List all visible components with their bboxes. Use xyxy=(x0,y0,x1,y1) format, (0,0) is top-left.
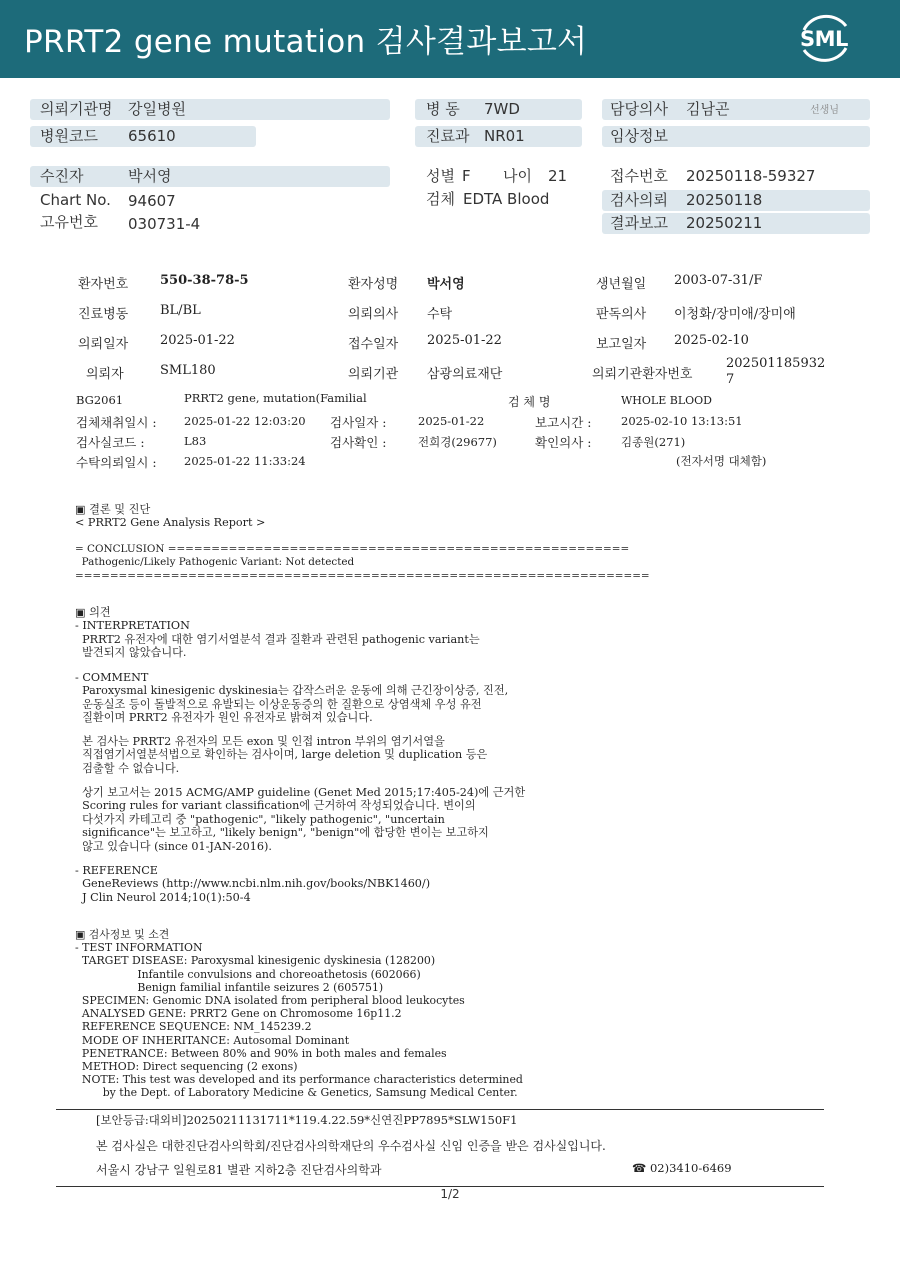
section-interpretation: ▣ 의견 - INTERPRETATION PRRT2 유전자에 대한 염기서열분석 결과 질환과 관련된 pathogenic variant는 발견되지 않았습니다. xyxy=(75,606,480,660)
label-chart-no: Chart No. xyxy=(40,191,111,209)
rep-label-institution: 의뢰기관 xyxy=(348,367,399,382)
rep-specimen-label: 검 체 명 xyxy=(508,395,551,409)
value-unique-id: 030731-4 xyxy=(128,215,201,233)
rep-label-report-time: 보고시간 : xyxy=(535,415,592,430)
rep-value-reading-doctor: 이청화/장미애/장미애 xyxy=(674,307,796,322)
rep-value-confirm-doctor: 김종원(271) xyxy=(621,435,686,449)
footer-top-rule xyxy=(56,1109,824,1110)
label-ward: 병 동 xyxy=(426,100,460,118)
label-clinical-info: 임상정보 xyxy=(610,127,668,145)
rep-label-patient-name: 환자성명 xyxy=(348,277,399,292)
rep-value-institution-patient-no-line2: 7 xyxy=(726,372,735,387)
rep-label-receipt-date: 접수일자 xyxy=(348,337,399,352)
rep-label-lab-code: 검사실코드 : xyxy=(76,435,145,450)
rep-specimen-value: WHOLE BLOOD xyxy=(621,394,712,407)
section-comment: - COMMENT Paroxysmal kinesigenic dyskinesia는 갑작스러운 운동에 의해 근긴장이상증, 진전, 운동실조 등이 돌발적으로 유발되는 이상운동증의 한 질환으로 상염색체 우성 유전 질환이며 PRRT2 유전자가 원인 유전자로 밝혀져 있습니다. xyxy=(75,671,509,725)
rep-value-lab-code: L83 xyxy=(184,434,207,448)
value-attending-doctor: 김남곤 xyxy=(686,100,730,118)
rep-value-test-confirm: 전희경(29677) xyxy=(418,435,497,449)
rep-value-consignment-time: 2025-01-22 11:33:24 xyxy=(184,454,306,468)
label-receipt-number: 접수번호 xyxy=(610,167,668,185)
label-department: 진료과 xyxy=(426,127,470,145)
label-requesting-institution: 의뢰기관명 xyxy=(40,100,113,118)
rep-label-test-date: 검사일자 : xyxy=(330,415,387,430)
rep-label-request-date: 의뢰일자 xyxy=(78,337,129,352)
rep-label-report-date: 보고일자 xyxy=(596,337,647,352)
sml-logo xyxy=(796,12,854,64)
rep-label-test-confirm: 검사확인 : xyxy=(330,435,387,450)
rep-label-consignment-time: 수탁의뢰일시 : xyxy=(76,455,157,470)
section-conclusion-heading: ▣ 결론 및 진단 < PRRT2 Gene Analysis Report > xyxy=(75,503,266,530)
section-comment-3: 상기 보고서는 2015 ACMG/AMP guideline (Genet Med 2015;17:405-24)에 근거한 Scoring rules for variant classification에 근거하여 작성되었습니다. 변이의 다섯가지 카테고리 중 "pathogenic", "likely pathogenic", "uncertain significance"는 보고하고, "likely benign", "benign"에 합당한 변이는 보고하지 않고 있습니다 (since 01-JAN-2016). xyxy=(82,786,526,853)
rep-value-collection-time: 2025-01-22 12:03:20 xyxy=(184,414,306,428)
logo-text: SML xyxy=(800,27,848,51)
certification-text: 본 검사실은 대한진단검사의학회/진단검사의학재단의 우수검사실 신임 인증을 받은 검사실입니다. xyxy=(96,1139,606,1153)
value-department: NR01 xyxy=(484,127,525,145)
label-result-report: 결과보고 xyxy=(610,214,668,232)
rep-value-institution: 삼광의료재단 xyxy=(427,367,503,382)
page-number: 1/2 xyxy=(440,1187,460,1201)
rep-e-signature-note: (전자서명 대체함) xyxy=(676,454,767,468)
rep-value-request-date: 2025-01-22 xyxy=(160,333,235,348)
rep-test-name: PRRT2 gene, mutation(Familial xyxy=(184,391,367,405)
rep-label-confirm-doctor: 확인의사 : xyxy=(535,435,592,450)
value-age: 21 xyxy=(548,167,568,185)
label-specimen: 검체 xyxy=(426,190,455,208)
rep-label-patient-no: 환자번호 xyxy=(78,277,129,292)
report-title: PRRT2 gene mutation 검사결과보고서 xyxy=(24,24,588,60)
rep-value-ward: BL/BL xyxy=(160,303,201,318)
value-result-report: 20250211 xyxy=(686,214,763,232)
bar-r3-col1 xyxy=(30,166,390,187)
report-header xyxy=(0,0,900,78)
section-test-information: ▣ 검사정보 및 소견 - TEST INFORMATION TARGET DISEASE: Paroxysmal kinesigenic dyskinesia (128200) Infantile convulsions and choreoathetosis (602066) Benign familial infantile seizures 2 (605751) SPECIMEN: Genomic DNA isolated from peripheral blood leukocytes ANALYSED GENE: PRRT2 Gene on Chromosome 16p11.2 REFERENCE SEQUENCE: NM_145239.2 MODE OF INHERITANCE: Autosomal Dominant PENETRANCE: Between 80% and 90% in both males and females METHOD: Direct sequencing (2 exons) NOTE: This test was developed and its performance characteristics determined by the Dept. of Laboratory Medicine & Genetics, Samsung Medical Center. xyxy=(75,928,523,1100)
value-sex: F xyxy=(462,167,471,185)
rep-test-code: BG2061 xyxy=(76,393,124,407)
value-specimen: EDTA Blood xyxy=(463,190,550,208)
rep-label-reading-doctor: 판독의사 xyxy=(596,307,647,322)
section-reference: - REFERENCE GeneReviews (http://www.ncbi.nlm.nih.gov/books/NBK1460/) J Clin Neurol 2014;10(1):50-4 xyxy=(75,864,431,904)
rep-label-institution-patient-no: 의뢰기관환자번호 xyxy=(592,367,693,382)
rep-value-report-time: 2025-02-10 13:13:51 xyxy=(621,414,743,428)
label-unique-id: 고유번호 xyxy=(40,213,98,231)
value-requesting-institution: 강일병원 xyxy=(128,100,186,118)
label-attending-doctor: 담당의사 xyxy=(610,100,668,118)
section-conclusion: = CONCLUSION ===================================================== Pathogenic/Likely Pathogenic Variant: Not detected ================================================================== xyxy=(75,543,650,582)
rep-value-receipt-date: 2025-01-22 xyxy=(427,333,502,348)
label-sex: 성별 xyxy=(426,167,455,185)
security-line: [보안등급:대외비]20250211131711*119.4.22.59*신연진PP7895*SLW150F1 xyxy=(96,1113,518,1127)
rep-value-institution-patient-no-line1: 202501185932 xyxy=(726,356,826,371)
value-hospital-code: 65610 xyxy=(128,127,176,145)
value-receipt-number: 20250118-59327 xyxy=(686,167,816,185)
rep-label-requesting-doctor: 의뢰의사 xyxy=(348,307,399,322)
label-patient: 수진자 xyxy=(40,167,84,185)
rep-label-requester: 의뢰자 xyxy=(86,367,124,382)
rep-value-report-date: 2025-02-10 xyxy=(674,333,749,348)
value-patient: 박서영 xyxy=(128,167,172,185)
lab-phone: ☎ 02)3410-6469 xyxy=(632,1161,732,1175)
rep-value-birthdate: 2003-07-31/F xyxy=(674,273,763,288)
rep-value-patient-name: 박서영 xyxy=(427,277,465,292)
label-hospital-code: 병원코드 xyxy=(40,127,98,145)
rep-value-requesting-doctor: 수탁 xyxy=(427,307,453,322)
value-ward: 7WD xyxy=(484,100,520,118)
lab-address: 서울시 강남구 일원로81 별관 지하2층 진단검사의학과 xyxy=(96,1163,382,1177)
rep-label-birthdate: 생년월일 xyxy=(596,277,647,292)
rep-value-test-date: 2025-01-22 xyxy=(418,414,485,428)
rep-value-patient-no: 550-38-78-5 xyxy=(160,273,249,288)
value-test-request: 20250118 xyxy=(686,191,763,209)
section-comment-2: 본 검사는 PRRT2 유전자의 모든 exon 및 인접 intron 부위의 염기서열을 직접염기서열분석법으로 확인하는 검사이며, large deletion 및 duplication 등은 검출할 수 없습니다. xyxy=(82,735,488,775)
label-test-request: 검사의뢰 xyxy=(610,191,668,209)
rep-label-ward: 진료병동 xyxy=(78,307,129,322)
rep-value-requester: SML180 xyxy=(160,363,216,378)
label-age: 나이 xyxy=(503,167,532,185)
doctor-suffix: 선생님 xyxy=(810,105,839,116)
value-chart-no: 94607 xyxy=(128,192,176,210)
rep-label-collection-time: 검체채취일시 : xyxy=(76,415,157,430)
